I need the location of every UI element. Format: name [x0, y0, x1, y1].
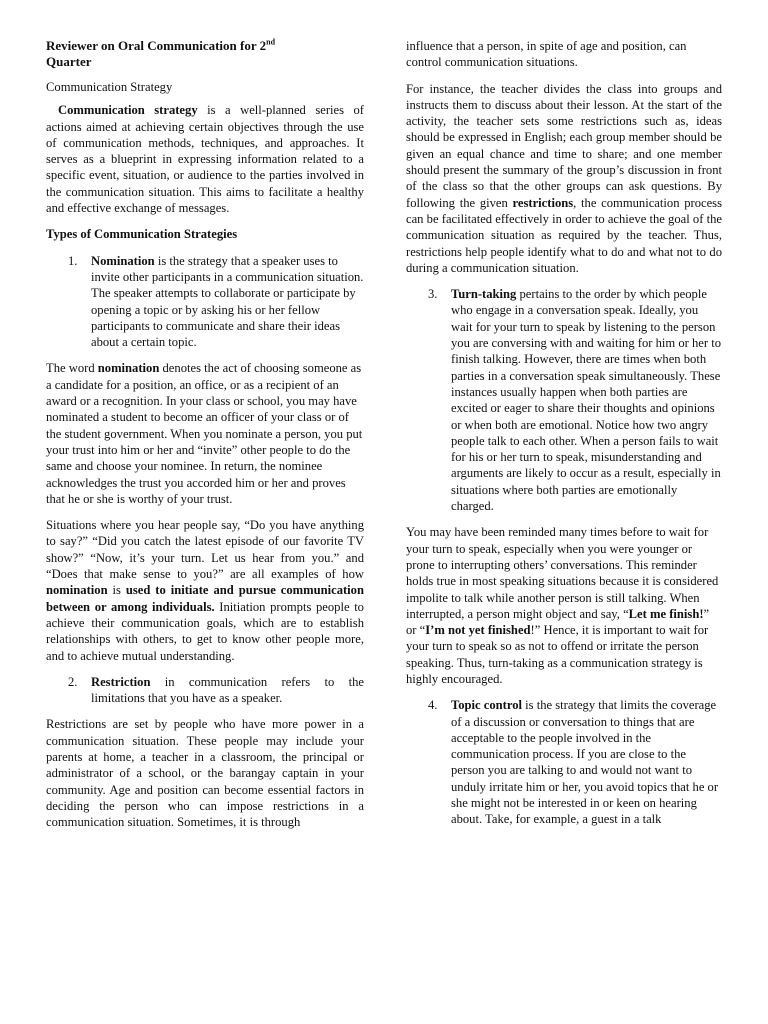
paragraph-situations — [46, 517, 364, 664]
strategy-list-2 — [46, 674, 364, 707]
text-run: Situations where you hear people say, “Do you have anything to say?” “Did you catch the latest episode of our favorite TV show?” “Now, it’s your turn. Let us hear from you.” and “Does that make sense to you?” are all examples of how — [46, 518, 364, 582]
text-run: You may have been reminded many times before to wait for your turn to speak, especially when you were younger or prone to interrupting others’ conversations. This reminder holds true in most speaking situations because it is considered impolite to talk while another person is still talking. When interrupted, a person might object and say, “ — [406, 525, 719, 621]
document-title — [46, 38, 364, 69]
text-run: For instance, the teacher divides the class into groups and instructs them to discuss about their lesson. At the start of the activity, the teacher sets some restrictions such as, ideas should be expressed in English; each group member should be given an equal chance and time to share; and one member should present the summary of the group’s discussion in front of the class so that the other groups can ask questions. By following the given — [406, 81, 722, 210]
title-superscript: nd — [266, 37, 276, 47]
bold-run: nomination — [97, 361, 160, 376]
list-number: 1. — [68, 253, 78, 268]
right-column — [406, 38, 722, 838]
left-column — [46, 0, 364, 840]
text-run: Initiation prompts people to achieve their communication goals, which are to establish relationships with others, to get to know other people more, and to achieve mutual understanding. — [46, 599, 364, 663]
item-text: in communication refers to the limitations that you have as a speaker. — [91, 674, 364, 706]
title-line-2: Quarter — [46, 53, 92, 69]
text-run: is — [107, 583, 126, 598]
bold-run: I’m not yet finished — [425, 623, 531, 638]
item-term: Turn-taking — [451, 287, 517, 302]
item-term: Topic control — [451, 698, 523, 713]
list-item-nomination — [46, 253, 364, 351]
section-subtitle: Communication Strategy — [46, 80, 173, 94]
paragraph-instance — [406, 81, 722, 277]
bold-run: used to initiate and pursue communication between or among individuals. — [46, 583, 364, 614]
list-number: 2. — [68, 674, 78, 689]
paragraph-word-nomination — [46, 360, 364, 507]
paragraph-reminded — [406, 524, 722, 687]
list-number: 3. — [428, 287, 438, 302]
item-term: Nomination — [91, 253, 155, 268]
text-run: !” Hence, it is important to wait for your turn to speak so as not to offend or irritate the person speaking. Thus, turn-taking as a communication strategy is highly encouraged. — [406, 623, 709, 686]
list-item-turn-taking — [406, 286, 722, 514]
text-run: ” or “ — [406, 606, 710, 638]
strategy-list-3 — [406, 286, 722, 514]
types-heading: Types of Communication Strategies — [46, 227, 238, 242]
text-run: The word — [46, 361, 98, 376]
bold-run: restrictions — [512, 195, 574, 210]
paragraph-influence: influence that a person, in spite of age and position, can control communication situations. — [406, 39, 687, 70]
intro-term: Communication strategy — [58, 103, 198, 118]
bold-run: nomination — [46, 583, 108, 598]
text-run: denotes the act of choosing someone as a candidate for a position, an office, or as a recipient of an award or a recognition. In your class or school, you may have nominated a student to become an officer of your class or of the student government. When you nominate a person, you put your trust into him or her and “invite” other people to do the same and choose your nominee. In return, the nominee acknowledges the trust you accorded him or her and proves that he or she is worthy of your trust. — [46, 361, 363, 506]
item-term: Restriction — [91, 674, 151, 689]
intro-paragraph — [46, 102, 364, 216]
list-item-topic-control — [406, 697, 722, 827]
item-text: is the strategy that a speaker uses to invite other participants in a communication situation. The speaker attempts to collaborate or participate by opening a topic or by asking his or her fellow participants to communicate and share their ideas about a certain topic. — [91, 253, 364, 350]
paragraph-restrictions: Restrictions are set by people who have more power in a communication situation. These people may include your parents at home, a teacher in a classroom, the principal or administrator of a school, or the barangay captain in your community. Age and position can become essential factors in deciding the person who can impose restrictions in a communication situation. Sometimes, it is through — [46, 717, 364, 830]
title-text: Reviewer on Oral Communication for 2 — [46, 38, 267, 53]
strategy-list-1 — [46, 253, 364, 351]
list-item-restriction — [46, 674, 364, 707]
list-number: 4. — [428, 698, 438, 713]
strategy-list-4 — [406, 697, 722, 827]
intro-text: is a well-planned series of actions aimed at achieving certain objectives through the use of communication methods, techniques, and approaches. It serves as a blueprint in expressing information related to a specific event, situation, or audience to the parties involved in the communication situation. This aims to facilitate a healthy and effective exchange of messages. — [46, 103, 364, 216]
item-text: pertains to the order by which people who engage in a conversation speak. Ideally, you wait for your turn to speak by listening to the person you are conversing with and waiting for him or her to finish talking. However, there are times when both parties in a conversation speak simultaneously. These instances usually happen when both parties are excited or eager to share their thoughts and opinions or when both are emotional. Notice how two angry people talk to each other. When a person fails to wait for his or her turn to speak, misunderstanding and arguments are likely to occur as a result, especially in situations where both parties are emotionally charged. — [451, 287, 721, 514]
item-text: is the strategy that limits the coverage of a discussion or conversation to things that are acceptable to the people involved in the communication process. If you are close to the person you are talking to and would not want to unduly irritate him or her, you avoid topics that he or she might not be interested in or keen on hearing about. Take, for example, a guest in a talk — [451, 698, 719, 827]
text-run: , the communication process can be facilitated effectively in order to achieve the goal of the communication situation as required by the teacher. Thus, restrictions help people identify what to do and what not to do during a communication situation. — [406, 195, 722, 275]
bold-run: Let me finish! — [628, 606, 704, 621]
